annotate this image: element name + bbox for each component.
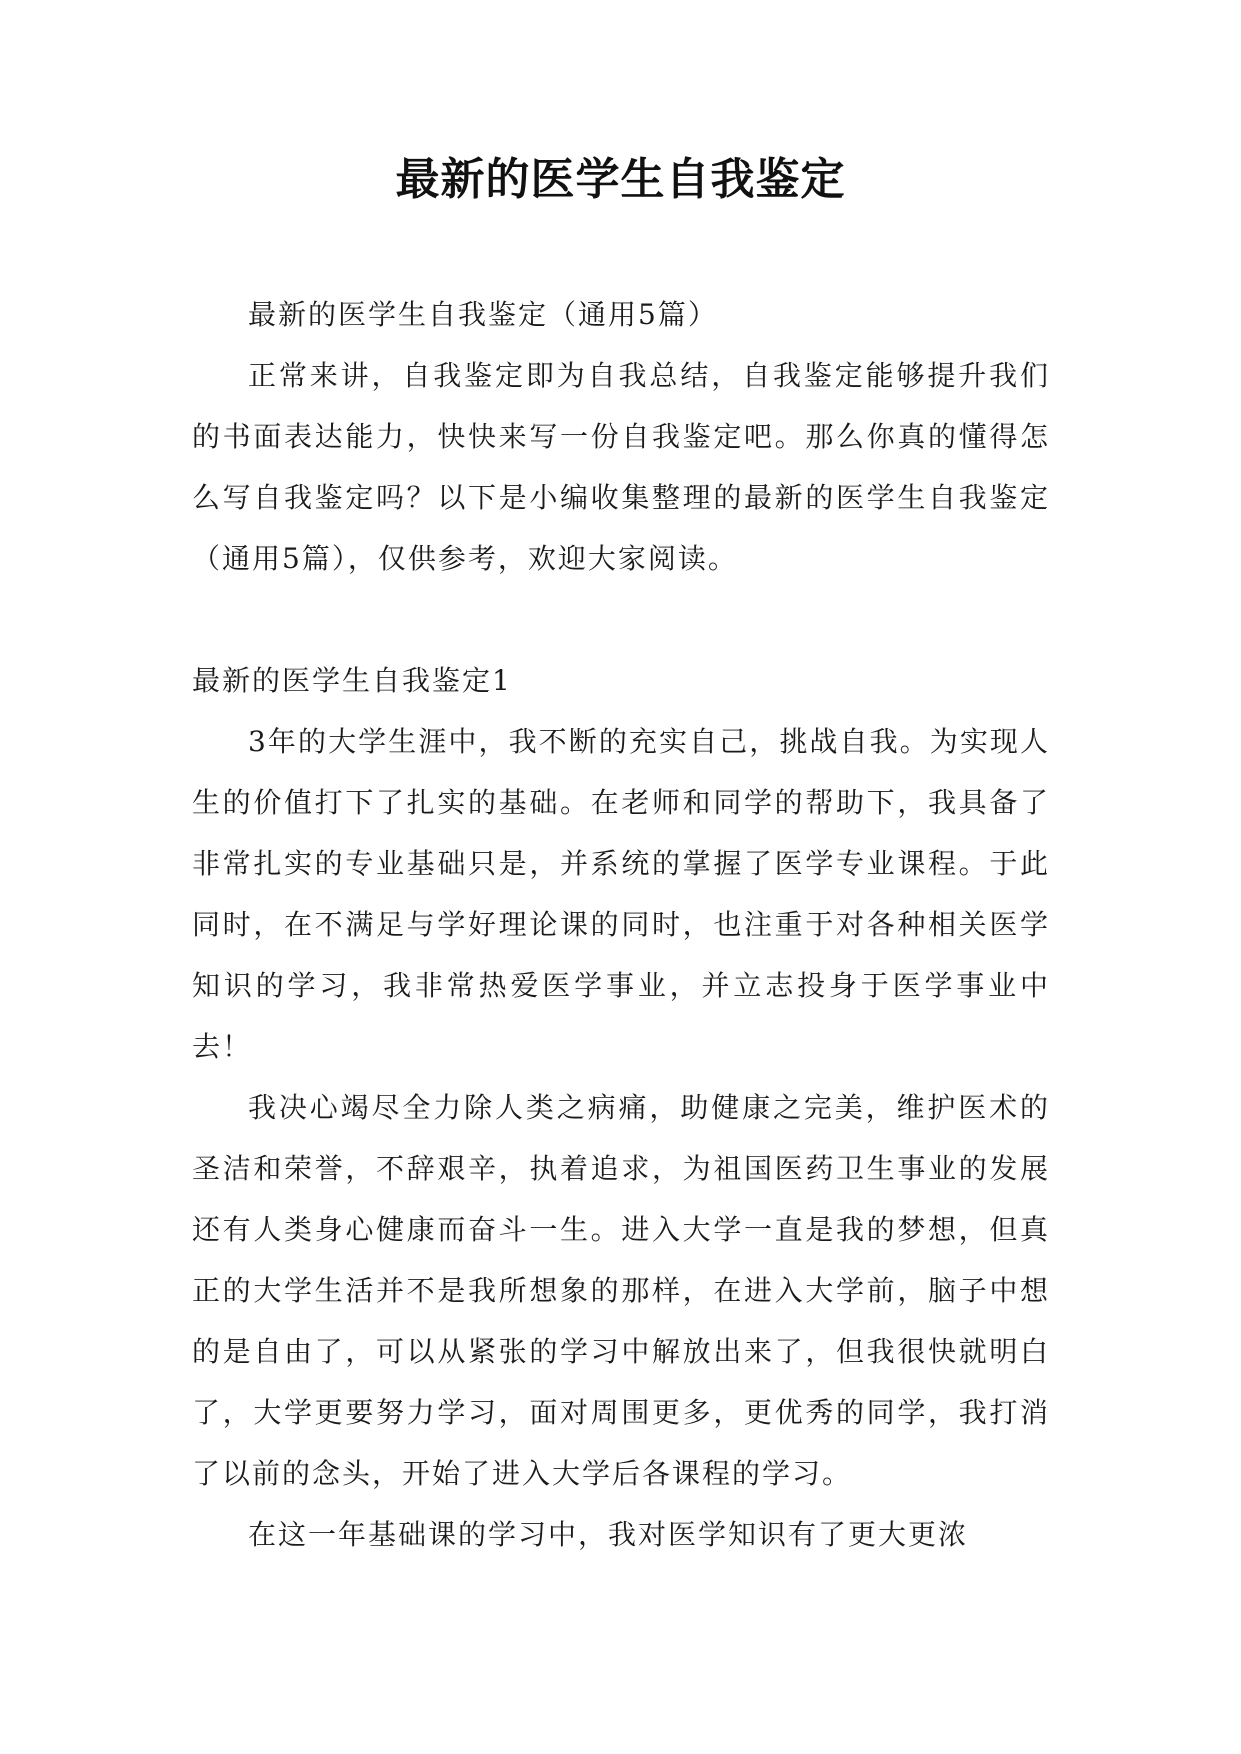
section-heading: 最新的医学生自我鉴定1 [192, 664, 512, 697]
document-body [192, 284, 1050, 1565]
document-subtitle: 最新的医学生自我鉴定（通用5篇） [248, 298, 718, 331]
body-paragraph-2: 我决心竭尽全力除人类之病痛，助健康之完美，维护医术的圣洁和荣誉，不辞艰辛，执着追求，为祖国医药卫生事业的发展还有人类身心健康而奋斗一生。进入大学一直是我的梦想，但真正的大学生活并不是我所想象的那样，在进入大学前，脑子中想的是自由了，可以从紧张的学习中解放出来了，但我很快就明白了，大学更要努力学习，面对周围更多，更优秀的同学，我打消了以前的念头，开始了进入大学后各课程的学习。 [192, 1091, 1050, 1490]
paragraph-gap [192, 589, 1050, 650]
body-paragraph-1: 3年的大学生涯中，我不断的充实自己，挑战自我。为实现人生的价值打下了扎实的基础。在老师和同学的帮助下，我具备了非常扎实的专业基础只是，并系统的掌握了医学专业课程。于此同时，在不满足与学好理论课的同时，也注重于对各种相关医学知识的学习，我非常热爱医学事业，并立志投身于医学事业中去！ [192, 725, 1050, 1063]
document-title: 最新的医学生自我鉴定 [395, 154, 846, 205]
intro-paragraph: 正常来讲，自我鉴定即为自我总结，自我鉴定能够提升我们的书面表达能力，快快来写一份自我鉴定吧。那么你真的懂得怎么写自我鉴定吗？以下是小编收集整理的最新的医学生自我鉴定（通用5篇），仅供参考，欢迎大家阅读。 [192, 359, 1050, 575]
body-paragraph-3: 在这一年基础课的学习中，我对医学知识有了更大更浓 [248, 1518, 969, 1551]
